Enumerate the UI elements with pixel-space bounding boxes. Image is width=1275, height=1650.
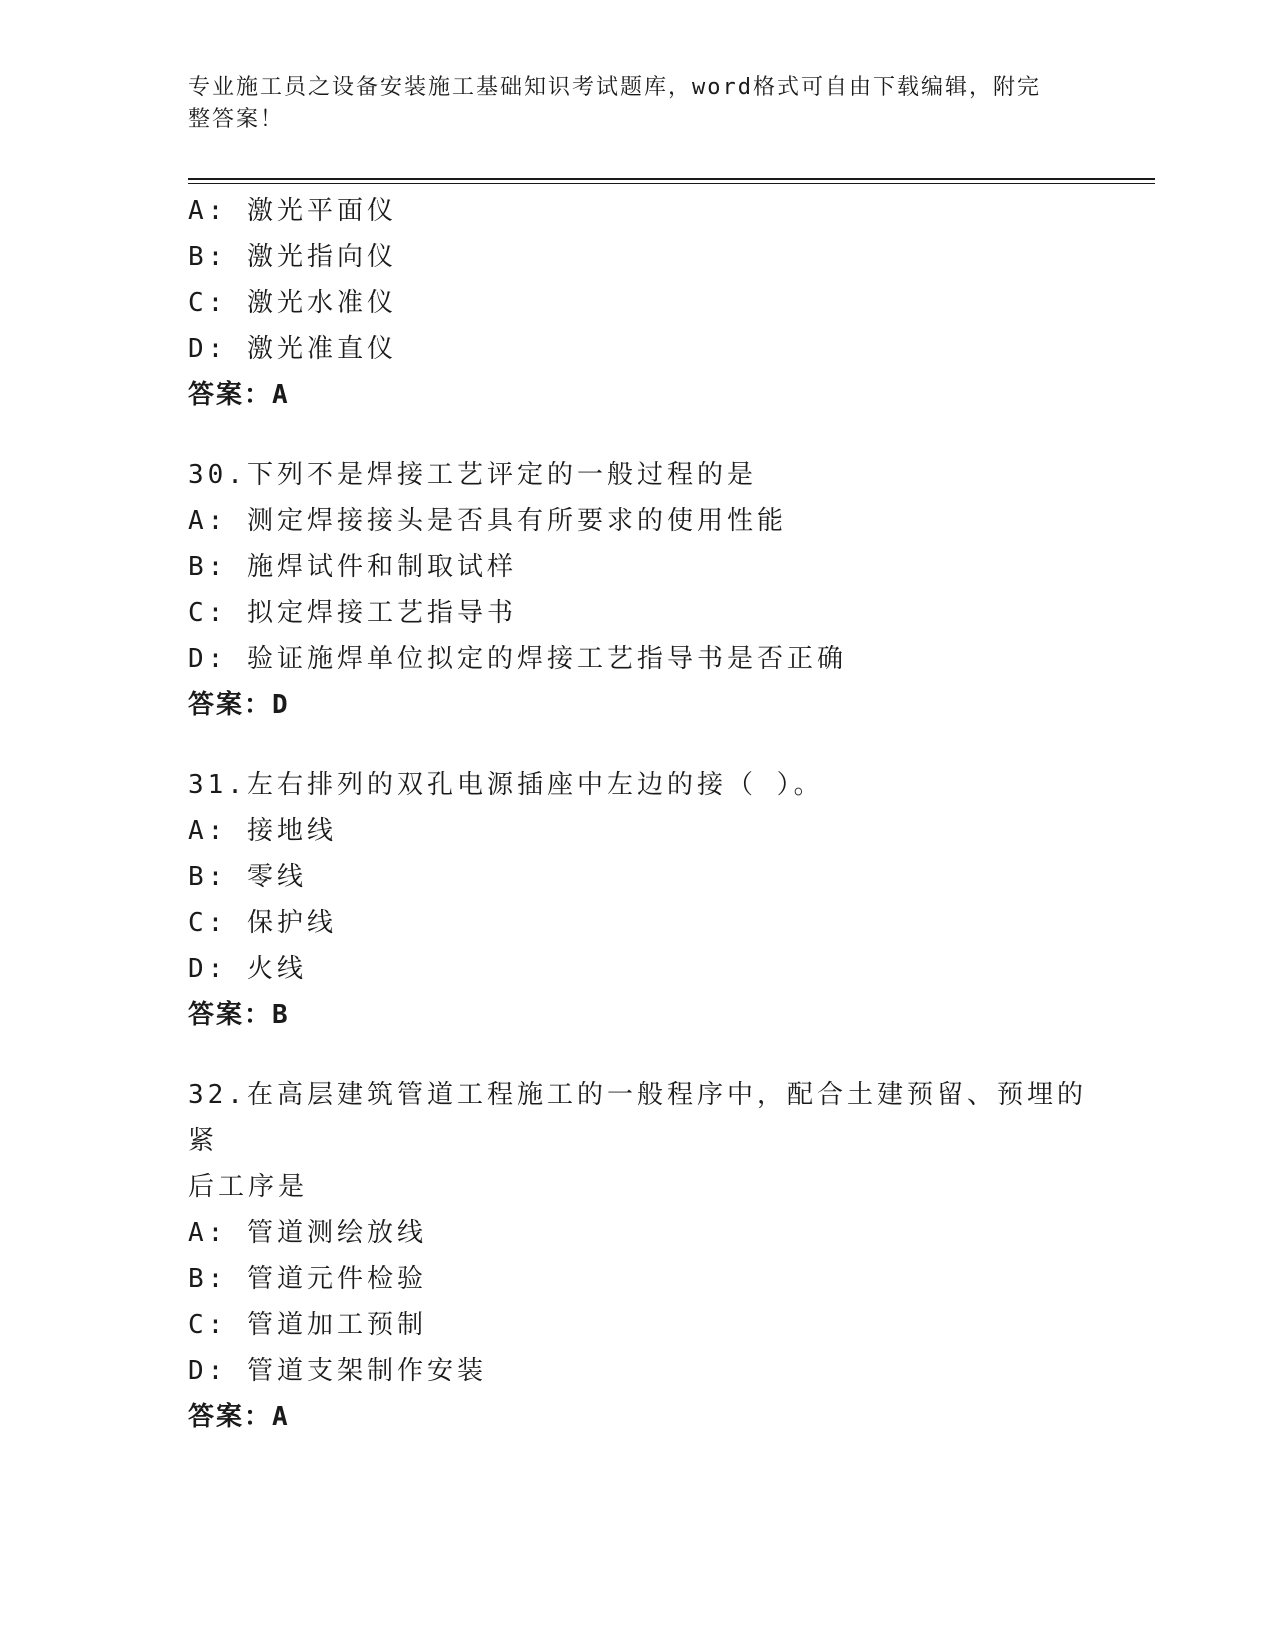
question-text-line-1: 32.在高层建筑管道工程施工的一般程序中，配合土建预留、预埋的紧 (188, 1080, 1087, 1156)
question-block-31 (188, 762, 1088, 1038)
question-text: 31.左右排列的双孔电源插座中左边的接（ ）。 (188, 770, 824, 800)
header-title-line-1: 专业施工员之设备安装施工基础知识考试题库，word格式可自由下载编辑，附完 (188, 75, 1041, 100)
question-text: 30.下列不是焊接工艺评定的一般过程的是 (188, 460, 757, 490)
option-c: C: 拟定焊接工艺指导书 (188, 598, 517, 628)
answer: 答案：A (188, 380, 290, 410)
header-rule-thick (188, 178, 1155, 180)
option-a: A: 激光平面仪 (188, 196, 397, 226)
option-c: C: 管道加工预制 (188, 1310, 427, 1340)
question-text-line-2: 后工序是 (188, 1172, 309, 1202)
header-rule-thin (188, 183, 1155, 184)
answer: 答案：B (188, 1000, 290, 1030)
option-d: D: 验证施焊单位拟定的焊接工艺指导书是否正确 (188, 644, 847, 674)
option-d: D: 激光准直仪 (188, 334, 397, 364)
answer: 答案：D (188, 690, 290, 720)
question-block-29 (188, 188, 1088, 418)
option-a: A: 管道测绘放线 (188, 1218, 427, 1248)
option-d: D: 火线 (188, 954, 307, 984)
question-list (188, 188, 1088, 1440)
option-d: D: 管道支架制作安装 (188, 1356, 487, 1386)
option-b: B: 施焊试件和制取试样 (188, 552, 517, 582)
question-block-30 (188, 452, 1088, 728)
option-c: C: 激光水准仪 (188, 288, 397, 318)
document-header (188, 72, 1088, 136)
option-c: C: 保护线 (188, 908, 337, 938)
header-title-line-2: 整答案！ (188, 107, 285, 132)
option-a: A: 测定焊接接头是否具有所要求的使用性能 (188, 506, 787, 536)
option-b: B: 激光指向仪 (188, 242, 397, 272)
option-b: B: 零线 (188, 862, 307, 892)
question-block-32 (188, 1072, 1088, 1440)
option-b: B: 管道元件检验 (188, 1264, 427, 1294)
option-a: A: 接地线 (188, 816, 337, 846)
answer: 答案：A (188, 1402, 290, 1432)
